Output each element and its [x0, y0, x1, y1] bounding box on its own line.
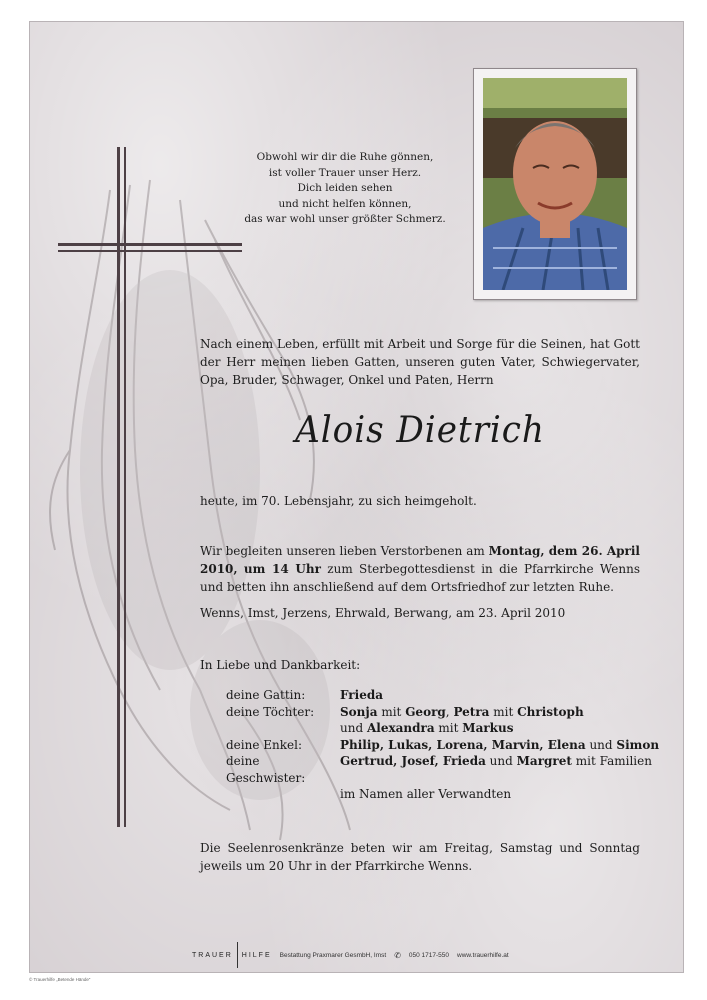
poem-line: Obwohl wir dir die Ruhe gönnen, [256, 151, 434, 163]
connector: mit [434, 721, 463, 735]
family-name: Margret [516, 754, 572, 768]
poem [240, 150, 450, 228]
family-name: Alexandra [366, 721, 435, 735]
family-name: Markus [462, 721, 514, 735]
connector: und [585, 737, 617, 752]
funeral-text: Wir begleiten unseren lieben Verstorbenen am [200, 544, 489, 558]
footer [192, 942, 632, 968]
family-name: Frieda [340, 688, 383, 702]
dedication: In Liebe und Dankbarkeit: [200, 658, 361, 672]
phone-icon: ✆ [394, 950, 401, 960]
logo-text: HILFE [241, 951, 272, 959]
relation-label: deine Töchter: [226, 704, 315, 719]
family-row [226, 786, 659, 803]
poem-line: das war wohl unser größter Schmerz. [244, 213, 446, 225]
connector: und [340, 721, 367, 735]
family-name: Simon [616, 737, 660, 752]
family-row [226, 704, 659, 721]
family-name: Christoph [517, 704, 584, 719]
poem-line: und nicht helfen können, [278, 197, 412, 210]
funeral-text: zum Sterbegottesdienst in die Pfarrkirche Wenns und betten ihn anschließend auf dem Ortsfriedhof zur letzten Ruhe. [200, 562, 640, 594]
funeral-date: Montag, dem 26. April 2010, [200, 544, 640, 576]
relation-label: deine Geschwister: [226, 754, 306, 785]
heimgeholt-text: heute, im 70. Lebensjahr, zu sich heimgeholt. [200, 494, 477, 508]
family-row [226, 687, 659, 704]
portrait-photo [483, 78, 627, 290]
deceased-name: Alois Dietrich [295, 410, 545, 451]
family-row [226, 737, 659, 754]
copyright-note: © Trauerhilfe „Betende Hände“ [29, 977, 91, 982]
trauerhilfe-logo [192, 942, 272, 968]
company-name: Bestattung Praxmarer GesmbH, Imst [279, 951, 387, 959]
family-name: Petra [453, 704, 490, 719]
connector: und [485, 754, 517, 768]
rosary-paragraph: Die Seelenrosenkränze beten wir am Freitag, Samstag und Sonntag jeweils um 20 Uhr in der Pfarrkirche Wenns. [200, 841, 640, 873]
funeral-time: um 14 Uhr [243, 562, 321, 576]
family-row [226, 753, 659, 786]
poem-line: ist voller Trauer unser Herz. [268, 166, 422, 179]
connector: mit Familien [571, 754, 652, 768]
connector: , [445, 704, 454, 719]
connector: mit [489, 704, 518, 719]
family-name: Sonja [340, 704, 378, 719]
family-row [226, 720, 659, 737]
logo-text: TRAUER [192, 951, 233, 959]
family-name: Gertrud, Josef, Frieda [340, 754, 486, 768]
connector: mit [377, 704, 406, 719]
poem-line: Dich leiden sehen [297, 182, 393, 194]
portrait-frame [473, 68, 637, 300]
relation-label: deine Enkel: [226, 737, 303, 752]
relatives-note: im Namen aller Verwandten [340, 787, 512, 801]
family-name: Georg [405, 704, 446, 719]
intro-paragraph: Nach einem Leben, erfüllt mit Arbeit und Sorge für die Seinen, hat Gott der Herr meinen lieben Gatten, unseren guten Vater, Schwiegervater, Opa, Bruder, Schwager, Onkel und Paten, Herrn [200, 337, 640, 387]
funeral-paragraph [200, 542, 640, 596]
website-link[interactable]: www.trauerhilfe.at [457, 951, 509, 959]
family-name: Philip, Lukas, Lorena, Marvin, Elena [340, 737, 586, 752]
relation-label: deine Gattin: [226, 688, 306, 702]
phone-number: 050 1717-550 [408, 951, 450, 959]
place-date: Wenns, Imst, Jerzens, Ehrwald, Berwang, am 23. April 2010 [200, 606, 566, 620]
family-list [226, 687, 659, 803]
